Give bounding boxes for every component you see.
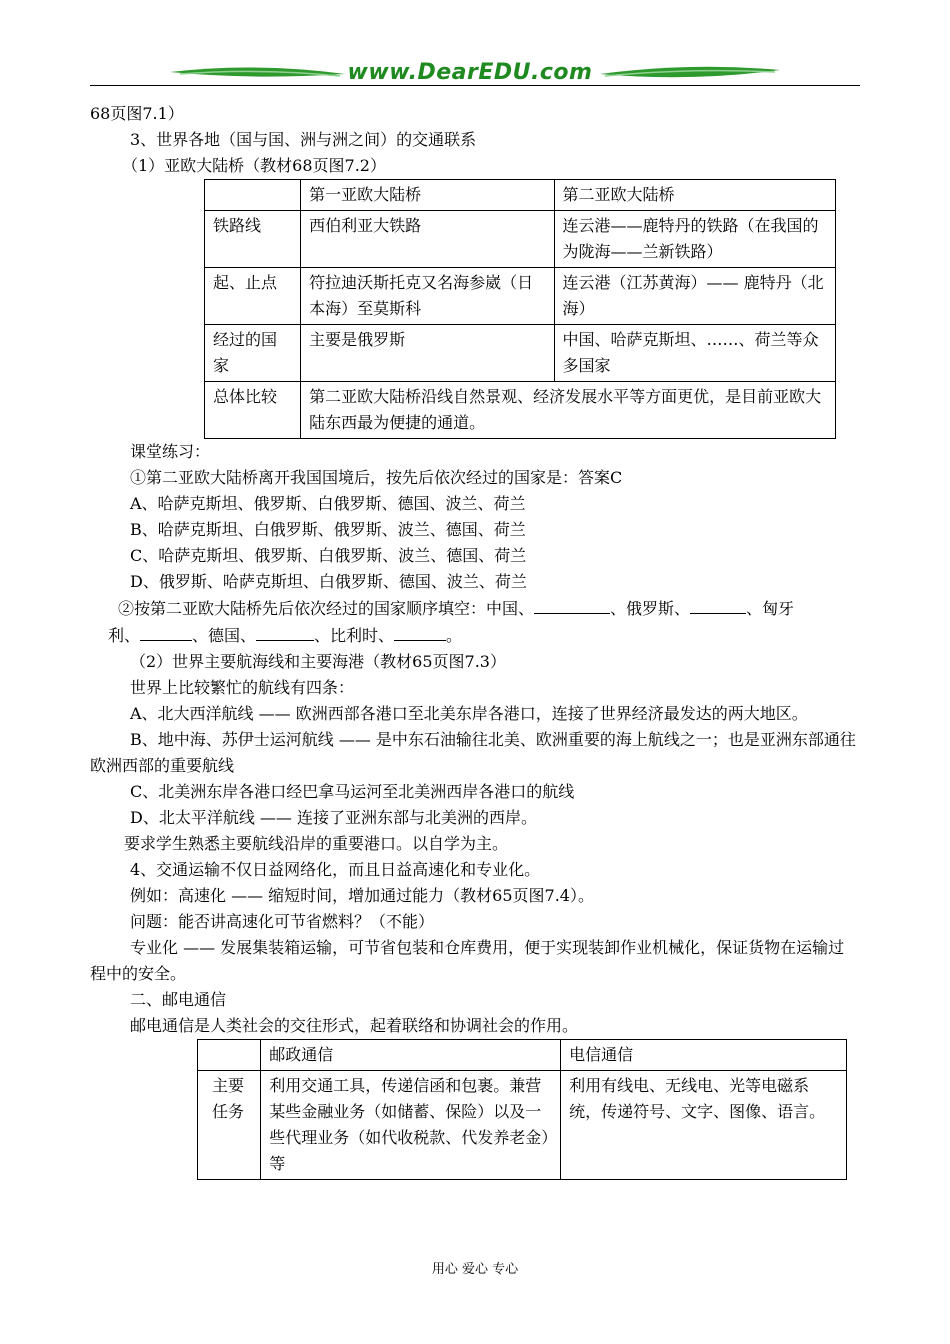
question-text: 。 — [446, 626, 463, 645]
question-text: ②按第二亚欧大陆桥先后依次经过的国家顺序填空：中国、 — [118, 599, 535, 618]
summary-cell: 第二亚欧大陆桥沿线自然景观、经济发展水平等方面更优，是目前亚欧大陆东西最为便捷的通道。 — [301, 382, 836, 439]
section-4-example: 例如：高速化 —— 缩短时间，增加通过能力（教材65页图7.4）。 — [130, 886, 594, 905]
table-header-cell: 第二亚欧大陆桥 — [554, 180, 836, 211]
eurasia-bridge-table — [204, 179, 836, 439]
table-cell: 西伯利亚大铁路 — [301, 211, 554, 268]
fill-blank[interactable] — [690, 595, 746, 614]
table-row — [198, 1040, 847, 1071]
answer-option: C、哈萨克斯坦、俄罗斯、白俄罗斯、波兰、德国、荷兰 — [130, 546, 527, 565]
table-cell — [205, 180, 301, 211]
answer-option: B、哈萨克斯坦、白俄罗斯、俄罗斯、波兰、德国、荷兰 — [130, 520, 526, 539]
question-text: 、匈牙 — [746, 599, 795, 618]
row-label: 经过的国家 — [205, 325, 301, 382]
table-row — [205, 325, 836, 382]
shipping-route-d: D、北太平洋航线 —— 连接了亚洲东部与北美洲的西岸。 — [130, 808, 538, 827]
section-4-title: 4、交通运输不仅日益网络化，而且日益高速化和专业化。 — [130, 860, 541, 879]
table-cell — [198, 1040, 261, 1071]
row-label: 总体比较 — [205, 382, 301, 439]
table-cell: 中国、哈萨克斯坦、……、荷兰等众多国家 — [554, 325, 836, 382]
header-rule — [90, 85, 860, 86]
table-row — [205, 180, 836, 211]
row-label: 起、止点 — [205, 268, 301, 325]
table-cell: 连云港——鹿特丹的铁路（在我国的为陇海——兰新铁路） — [554, 211, 836, 268]
fill-blank[interactable] — [140, 622, 192, 641]
question-text: 、德国、 — [192, 626, 257, 645]
table-cell: 利用有线电、无线电、光等电磁系统，传递符号、文字、图像、语言。 — [561, 1071, 847, 1180]
table-row — [205, 382, 836, 439]
question-text: 、俄罗斯、 — [610, 599, 691, 618]
table-header-cell: 第一亚欧大陆桥 — [301, 180, 554, 211]
row-label: 铁路线 — [205, 211, 301, 268]
section-3-heading: 3、世界各地（国与国、洲与洲之间）的交通联系 — [130, 130, 477, 149]
shipping-intro: 世界上比较繁忙的航线有四条： — [130, 678, 355, 697]
table-header-cell: 邮政通信 — [261, 1040, 561, 1071]
table-row — [205, 211, 836, 268]
table-cell: 主要是俄罗斯 — [301, 325, 554, 382]
figure-ref-line: 68页图7.1） — [90, 104, 184, 123]
table-row — [198, 1071, 847, 1180]
table-cell: 符拉迪沃斯托克又名海参崴（日本海）至莫斯科 — [301, 268, 554, 325]
table-cell: 连云港（江苏黄海）—— 鹿特丹（北海） — [554, 268, 836, 325]
table-cell: 利用交通工具，传递信函和包裹。兼营某些金融业务（如储蓄、保险）以及一些代理业务（如代收税款、代发养老金）等 — [261, 1071, 561, 1180]
bridge-heading: （1）亚欧大陆桥（教材68页图7.2） — [122, 156, 386, 175]
row-label: 主要任务 — [198, 1071, 261, 1180]
practice-question-1: ①第二亚欧大陆桥离开我国国境后，按先后依次经过的国家是：答案C — [130, 468, 623, 487]
shipping-route-a: A、北大西洋航线 —— 欧洲西部各港口至北美东岸各港口，连接了世界经济最发达的两大地区。 — [130, 704, 808, 723]
shipping-route-c: C、北美洲东岸各港口经巴拿马运河至北美洲西岸各港口的航线 — [130, 782, 575, 801]
site-logo: www.DearEDU.com — [347, 60, 593, 85]
practice-title: 课堂练习： — [130, 442, 211, 461]
section-2-title: 二、邮电通信 — [130, 990, 227, 1009]
section-4-specialization: 专业化 —— 发展集装箱运输，可节省包装和仓库费用，便于实现装卸作业机械化，保证货物在运输过程中的安全。 — [90, 938, 845, 983]
page-header — [0, 0, 950, 95]
document-body — [90, 101, 860, 1180]
section-4-question: 问题：能否讲高速化可节省燃料？（不能） — [130, 912, 435, 931]
fill-blank[interactable] — [534, 595, 610, 614]
fill-blank[interactable] — [256, 622, 314, 641]
practice-question-2 — [90, 595, 860, 622]
answer-option: A、哈萨克斯坦、俄罗斯、白俄罗斯、德国、波兰、荷兰 — [130, 494, 526, 513]
question-text: 、比利时、 — [314, 626, 395, 645]
question-text: 利、 — [108, 626, 141, 645]
fill-blank[interactable] — [394, 622, 446, 641]
table-row — [205, 268, 836, 325]
table-header-cell: 电信通信 — [561, 1040, 847, 1071]
shipping-heading: （2）世界主要航海线和主要海港（教材65页图7.3） — [130, 652, 506, 671]
page-footer: 用心 爱心 专心 — [431, 1262, 519, 1277]
post-telecom-table — [197, 1039, 847, 1180]
shipping-requirement: 要求学生熟悉主要航线沿岸的重要港口。以自学为主。 — [124, 834, 509, 853]
practice-question-2-cont — [90, 622, 860, 649]
shipping-route-b: B、地中海、苏伊士运河航线 —— 是中东石油输往北美、欧洲重要的海上航线之一；也是亚洲东部通往欧洲西部的重要航线 — [90, 730, 856, 775]
section-2-intro: 邮电通信是人类社会的交往形式，起着联络和协调社会的作用。 — [130, 1016, 579, 1035]
answer-option: D、俄罗斯、哈萨克斯坦、白俄罗斯、德国、波兰、荷兰 — [130, 572, 527, 591]
